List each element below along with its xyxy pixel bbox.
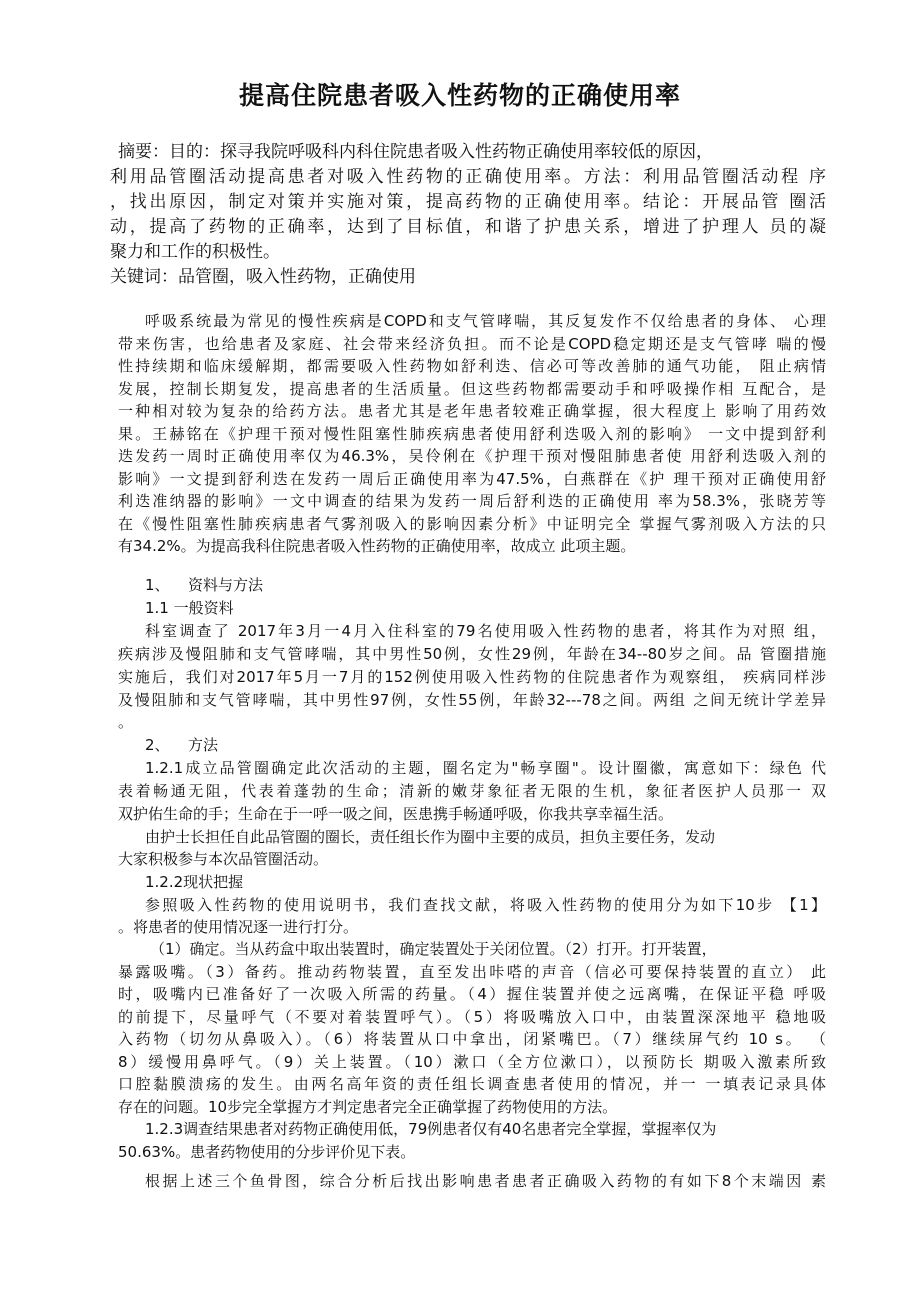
abstract-line: 动，提高了药物的正确率，达到了目标值，和谐了护患关系，增进了护理人 员的凝	[110, 217, 826, 237]
body-line: 有34.2%。为提高我科住院患者吸入性药物的正确使用率，故成立 此项主题。	[118, 537, 636, 555]
body-line: 50.63%。患者药物使用的分步评价见下表。	[118, 1143, 416, 1161]
body-line: 入药物（切勿从鼻吸入）。（6）将装置从口中拿出，闭紧嘴巴。（7）继续屏气约 10 s。 （	[118, 1030, 826, 1048]
body-line: 发展，控制长期复发，提高患者的生活质量。但这些药物都需要动手和呼吸操作相 互配合，是	[118, 380, 826, 398]
body-line: 1.2.3调查结果患者对药物正确使用低，79例患者仅有40名患者完全掌握，掌握率仅为	[145, 1120, 717, 1138]
body-line: 口腔黏膜溃疡的发生。由两名高年资的责任组长调查患者使用的情况，并一 一填表记录具体	[118, 1075, 826, 1093]
body-line: 1.2.1成立品管圈确定此次活动的主题，圈名定为"畅享圈"。设计圈徽，寓意如下：绿色 代	[145, 759, 826, 777]
section-heading: 资料与方法	[188, 576, 264, 594]
body-line: 在《慢性阻塞性肺疾病患者气雾剂吸入的影响因素分析》中证明完全 掌握气雾剂吸入方法的只	[118, 515, 826, 533]
body-line: 实施后，我们对2017年5月一7月的152例使用吸入性药物的住院患者作为观察组， 疾病同样涉	[118, 668, 826, 686]
body-line: 参照吸入性药物的使用说明书，我们查找文献，将吸入性药物的使用分为如下10步 【1】	[145, 896, 826, 914]
body-line: 迭发药一周时正确使用率仅为46.3%，吴伶俐在《护理干预对慢阻肺患者使 用舒利迭吸入剂的	[118, 447, 826, 465]
body-line: 表着畅通无阻，代表着蓬勃的生命；清新的嫩芽象征者无限的生机，象征者医护人员那一 双	[118, 782, 826, 800]
abstract-line: 利用品管圈活动提高患者对吸入性药物的正确使用率。方法：利用品管圈活动程 序	[110, 167, 826, 187]
body-line: 大家积极参与本次品管圈活动。	[118, 850, 329, 868]
body-line: 由护士长担任自此品管圈的圈长，责任组长作为圈中主要的成员，担负主要任务，发动	[145, 828, 716, 846]
section-heading: 方法	[188, 736, 219, 754]
body-line: 。将患者的使用情况逐一进行打分。	[118, 918, 359, 936]
body-line: 存在的问题。10步完全掌握方才判定患者完全正确掌握了药物使用的方法。	[118, 1098, 618, 1116]
body-line: 利迭准纳器的影响》一文中调查的结果为发药一周后舒利迭的正确使用 率为58.3%，张晓芳等	[118, 492, 826, 510]
abstract-line: 摘要：目的：探寻我院呼吸科内科住院患者吸入性药物正确使用率较低的原因，	[118, 142, 713, 162]
subsection-heading: 1.2.2现状把握	[145, 873, 244, 891]
document-title: 提高住院患者吸入性药物的正确使用率	[238, 81, 681, 110]
body-line: 根据上述三个鱼骨图，综合分析后找出影响患者患者正确吸入药物的有如下8个末端因 素	[145, 1172, 826, 1190]
body-line: 一种相对较为复杂的给药方法。患者尤其是老年患者较难正确掌握，很大程度上 影响了用药效	[118, 402, 826, 420]
body-line: 及慢阻肺和支气管哮喘，其中男性97例，女性55例，年龄32---78之间。两组 之间无统计学差异	[118, 691, 826, 709]
subsection-heading: 1.1 一般资料	[145, 599, 234, 617]
section-heading-number: 1、	[145, 576, 170, 594]
body-line: 的前提下，尽量呼气（不要对着装置呼气）。（5）将吸嘴放入口中，由装置深深地平 稳地吸	[118, 1008, 826, 1026]
body-line: 。	[118, 713, 134, 731]
body-line: 影响》一文提到舒利迭在发药一周后正确使用率为47.5%，白燕群在《护 理干预对正确使用舒	[118, 470, 826, 488]
body-line: 双护佑生命的手；生命在于一呼一吸之间，医患携手畅通呼吸，你我共享幸福生活。	[118, 805, 674, 823]
abstract-line: ，找出原因，制定对策并实施对策，提高药物的正确使用率。结论：开展品管 圈活	[110, 192, 826, 212]
body-line: 带来伤害，也给患者及家庭、社会带来经济负担。而不论是COPD稳定期还是支气管哮 喘的慢	[118, 335, 826, 353]
body-line: 8）缓慢用鼻呼气。（9）关上装置。（10）漱口（全方位漱口），以预防长 期吸入激素所致	[118, 1053, 826, 1071]
keywords: 关键词：品管圈，吸入性药物，正确使用	[110, 267, 416, 287]
body-line: 时，吸嘴内已准备好了一次吸入所需的药量。（4）握住装置并使之远离嘴，在保证平稳 呼吸	[118, 985, 826, 1003]
body-line: （1）确定。当从药盒中取出装置时，确定装置处于关闭位置。（2）打开。打开装置，	[150, 940, 717, 958]
abstract-line: 聚力和工作的积极性。	[110, 242, 280, 262]
body-line: 果。王赫铭在《护理干预对慢性阻塞性肺疾病患者使用舒利迭吸入剂的影响》 一文中提到舒利	[118, 425, 826, 443]
section-heading-number: 2、	[145, 736, 170, 754]
body-line: 科室调查了 2017年3月一4月入住科室的79名使用吸入性药物的患者，将其作为对照 组，	[145, 622, 826, 640]
body-line: 性持续期和临床缓解期，都需要吸入性药物如舒利迭、信必可等改善肺的通气功能， 阻止病情	[118, 357, 826, 375]
body-line: 疾病涉及慢阻肺和支气管哮喘，其中男性50例，女性29例，年龄在34--80岁之间。品 管圈措施	[118, 645, 826, 663]
body-line: 呼吸系统最为常见的慢性疾病是COPD和支气管哮喘，其反复发作不仅给患者的身体、 心理	[145, 312, 826, 330]
body-line: 暴露吸嘴。（3）备药。推动药物装置，直至发出咔嗒的声音（信必可要保持装置的直立） 此	[118, 963, 826, 981]
